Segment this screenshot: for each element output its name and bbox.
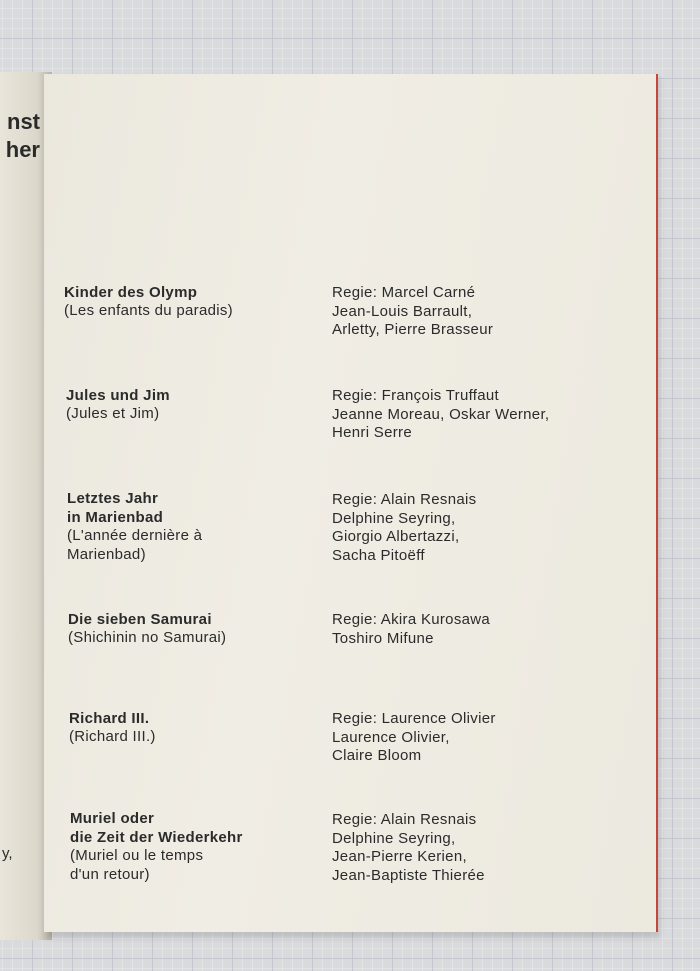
film-title-5: Richard III. — [69, 710, 150, 727]
film-title-1: Kinder des Olymp — [64, 284, 198, 301]
film-credits-4: Regie: Akira Kurosawa Toshiro Mifune — [332, 611, 491, 647]
booklet-page — [44, 74, 658, 932]
film-credits-3: Regie: Alain Resnais Delphine Seyring, Giorgio Albertazzi, Sacha Pitoëff — [332, 491, 477, 564]
film-original-title-5: (Richard III.) — [69, 728, 156, 745]
film-original-title-1: (Les enfants du paradis) — [64, 302, 233, 319]
film-title-4: Die sieben Samurai — [68, 611, 212, 628]
film-original-title-4: (Shichinin no Samurai) — [68, 629, 227, 646]
film-title-3: Letztes Jahr in Marienbad — [67, 490, 164, 526]
left-page-fragment-top: nst her — [5, 109, 40, 162]
film-credits-2: Regie: François Truffaut Jeanne Moreau, Oskar Werner, Henri Serre — [332, 387, 550, 441]
film-title-6: Muriel oder die Zeit der Wiederkehr — [70, 810, 243, 846]
film-original-title-3: (L'année dernière à Marienbad) — [67, 527, 203, 563]
film-title-2: Jules und Jim — [66, 387, 170, 404]
film-original-title-2: (Jules et Jim) — [66, 405, 160, 422]
film-credits-1: Regie: Marcel Carné Jean-Louis Barrault, Arletty, Pierre Brasseur — [332, 284, 494, 338]
film-credits-5: Regie: Laurence Olivier Laurence Olivier, Claire Bloom — [332, 710, 496, 764]
film-original-title-6: (Muriel ou le temps d'un retour) — [70, 847, 204, 883]
film-credits-6: Regie: Alain Resnais Delphine Seyring, Jean-Pierre Kerien, Jean-Baptiste Thierée — [332, 811, 485, 884]
left-page-fragment-bottom: y, — [2, 845, 13, 862]
